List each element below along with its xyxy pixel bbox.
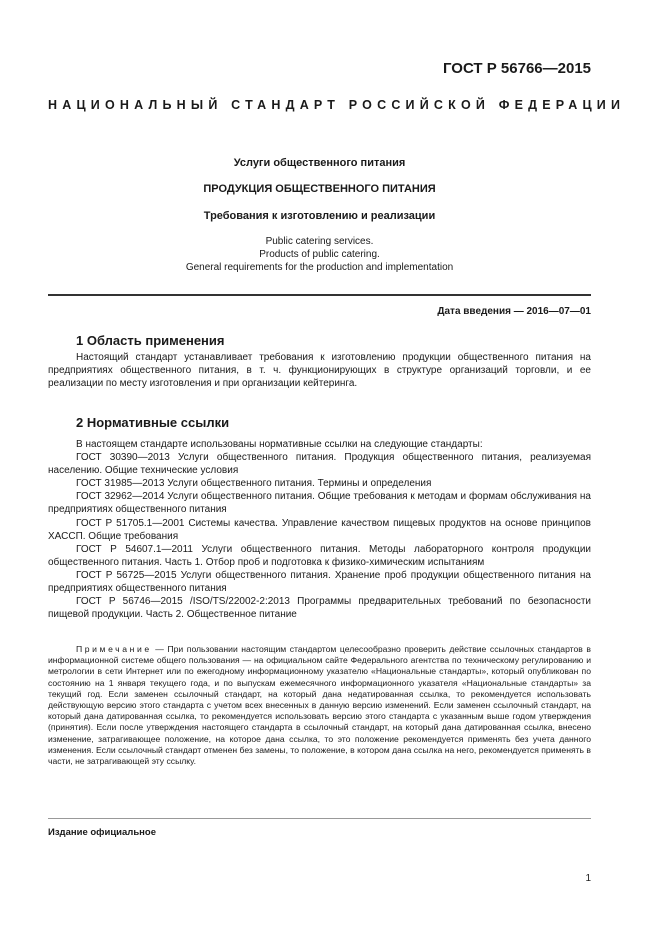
reference-item: ГОСТ Р 54607.1—2011 Услуги общественного питания. Методы лабораторного контроля продукции общественного питания. Часть 1. Отбор проб и подготовка к физико-химическим испытаниям — [48, 543, 591, 568]
english-title-line-3: General requirements for the production and implementation — [185, 262, 454, 273]
official-edition-label: Издание официальное — [48, 827, 156, 838]
note-block — [48, 644, 591, 767]
introduction-date: Дата введения — 2016—07—01 — [437, 306, 591, 317]
national-standard-banner: НАЦИОНАЛЬНЫЙ СТАНДАРТ РОССИЙСКОЙ ФЕДЕРАЦИИ — [48, 98, 626, 112]
reference-item: ГОСТ 32962—2014 Услуги общественного питания. Общие требования к методам и формам обслуживания на предприятиях общественного питания — [48, 491, 591, 516]
title-line-2: ПРОДУКЦИЯ ОБЩЕСТВЕННОГО ПИТАНИЯ — [203, 183, 436, 195]
note-label: Примечание — [76, 644, 152, 654]
page-number: 1 — [585, 873, 591, 884]
title-divider — [48, 294, 591, 296]
section-1-paragraph: Настоящий стандарт устанавливает требования к изготовлению продукции общественного питания на предприятиях общественного питания, в т. ч. функционирующих в структуре организаций торговли, и ее реализации по месту изготовления и при организации кейтеринга. — [48, 352, 591, 390]
section-2-heading: 2 Нормативные ссылки — [76, 415, 230, 430]
reference-item: ГОСТ 30390—2013 Услуги общественного питания. Продукция общественного питания, реализуемая населению. Общие технические условия — [48, 452, 591, 477]
reference-item: ГОСТ Р 56725—2015 Услуги общественного питания. Хранение проб продукции общественного питания на предприятиях общественного питания — [48, 569, 591, 595]
english-title-line-1: Public catering services. — [265, 236, 374, 247]
reference-item: ГОСТ Р 51705.1—2001 Системы качества. Управление качеством пищевых продуктов на основе принципов ХАССП. Общие требования — [48, 517, 591, 542]
references-list — [48, 438, 591, 621]
title-line-3: Требования к изготовлению и реализации — [203, 210, 436, 222]
references-intro: В настоящем стандарте использованы нормативные ссылки на следующие стандарты: — [76, 439, 483, 450]
note-text: — При пользовании настоящим стандартом целесообразно проверить действие ссылочных стандартов в информационной системе общего пользования — на официальном сайте Федерального агентства по техническому регулированию и метрологии в сети Интернет или по ежегодному информационному указателю «Национальные стандарты», который опубликован по состоянию на 1 января текущего года, и по выпускам ежемесячного информационного указателя «Национальные стандарты» за текущий год. Если заменен ссылочный стандарт, на который дана недатированная ссылка, то рекомендуется использовать действующую версию этого стандарта с учетом всех внесенных в данную версию изменений. Если заменен ссылочный стандарт, на который дана датированная ссылка, то рекомендуется использовать версию этого стандарта с указанным выше годом утверждения (принятия). Если после утверждения настоящего стандарта в ссылочный стандарт, на который дана датированная ссылка, внесено изменение, затрагивающее положение, на которое дана ссылка, то это положение рекомендуется применять без учета данного изменения. Если ссылочный стандарт отменен без замены, то положение, в котором дана ссылка на него, рекомендуется применять в части, не затрагивающей эту ссылку. — [48, 644, 591, 767]
section-1-heading: 1 Область применения — [76, 333, 225, 348]
title-line-1: Услуги общественного питания — [233, 157, 406, 169]
footer-divider — [48, 818, 591, 819]
reference-item: ГОСТ 31985—2013 Услуги общественного питания. Термины и определения — [76, 478, 432, 490]
section-1-text — [48, 351, 591, 390]
reference-item: ГОСТ Р 56746—2015 /ISO/TS/22002-2:2013 Программы предварительных требований по безопасности пищевой продукции. Часть 2. Общественное питание — [48, 596, 591, 621]
note-paragraph — [48, 644, 591, 767]
english-title-line-2: Products of public catering. — [259, 249, 380, 260]
english-title — [48, 235, 591, 274]
standard-code: ГОСТ Р 56766—2015 — [442, 60, 591, 77]
